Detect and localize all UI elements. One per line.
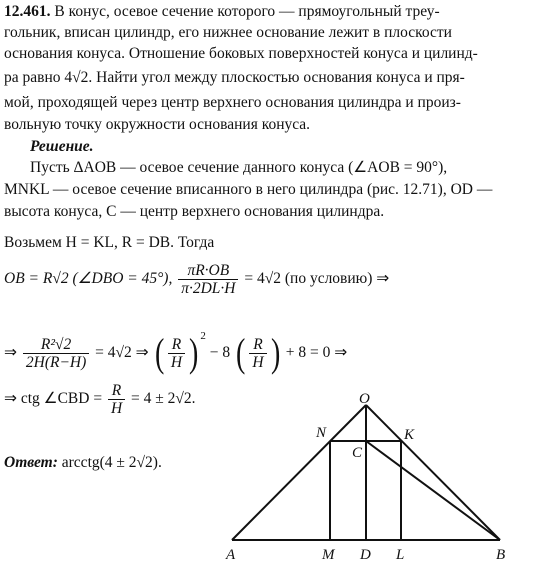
take-line: Возьмем H = KL, R = DB. Тогда	[4, 234, 215, 251]
label-l: L	[396, 547, 405, 562]
eq2-numerator: R²√2	[23, 336, 89, 354]
answer-label: Ответ:	[4, 454, 58, 471]
eq2-p2-denominator: H	[252, 353, 264, 371]
eq3-rhs: = 4 ± 2√2.	[131, 390, 196, 408]
eq2-power: 2	[200, 330, 206, 342]
label-o: O	[359, 391, 370, 407]
problem-number: 12.461.	[4, 3, 51, 20]
eq3-numerator: R	[108, 382, 125, 400]
eq1-numerator: πR·OB	[178, 262, 238, 280]
paren-close-1: )	[189, 330, 199, 376]
solution-line-1: Пусть ΔAOB — осевое сечение данного конуса (∠AOB = 90°),	[30, 159, 448, 176]
eq2-tail: + 8 = 0 ⇒	[285, 344, 348, 361]
paren-open-1: (	[154, 330, 164, 376]
eq1-lhs: OB = R√2 (∠DBO = 45°),	[4, 270, 173, 288]
segment-ob	[232, 405, 366, 540]
label-d: D	[360, 547, 371, 562]
problem-line-4: ра равно 4√2. Найти угол между плоскостью основания конуса и пря-	[4, 69, 465, 86]
paren-close-2: )	[270, 330, 280, 376]
label-c: C	[352, 445, 363, 461]
problem-line-5: мой, проходящей через центр верхнего основания цилиндра и произ-	[4, 94, 461, 111]
eq2-denominator: 2H(R−H)	[25, 353, 87, 371]
eq2-p2-numerator: R	[249, 336, 266, 354]
solution-line-2: MNKL — осевое сечение вписанного в него цилиндра (рис. 12.71), OD —	[4, 181, 493, 198]
paren-open-2: (	[235, 330, 246, 376]
label-n: N	[316, 425, 327, 441]
eq2-minus: − 8	[209, 344, 231, 361]
label-k: K	[404, 427, 415, 443]
eq1-rhs: = 4√2 (по условию) ⇒	[244, 270, 390, 288]
answer-value: arcctg(4 ± 2√2).	[61, 454, 162, 471]
label-m: M	[322, 547, 335, 562]
problem-text-1: В конус, осевое сечение которого — прямоугольный треу-	[54, 3, 440, 20]
eq2-lead: ⇒	[4, 344, 17, 361]
solution-line-3: высота конуса, C — центр верхнего основания цилиндра.	[4, 203, 385, 220]
segment-ob-right	[366, 405, 500, 540]
solution-heading: Решение.	[30, 138, 94, 155]
label-a: A	[226, 547, 236, 562]
eq2-p1-numerator: R	[168, 336, 185, 354]
eq2-p1-denominator: H	[170, 353, 183, 371]
eq1-denominator: π·2DL·H	[181, 280, 236, 297]
label-b: B	[496, 547, 506, 562]
segment-cb	[366, 441, 500, 540]
problem-line-3: основания конуса. Отношение боковых поверхностей конуса и цилинд-	[4, 45, 478, 62]
eq3-lhs: ⇒ ctg ∠CBD =	[4, 390, 103, 408]
problem-line-2: гольник, вписан цилиндр, его нижнее основание лежит в плоскости	[4, 24, 452, 41]
problem-line-6: вольную точку окружности основания конуса.	[4, 116, 311, 133]
eq3-denominator: H	[110, 400, 123, 417]
eq2-mid: = 4√2 ⇒	[95, 344, 149, 361]
